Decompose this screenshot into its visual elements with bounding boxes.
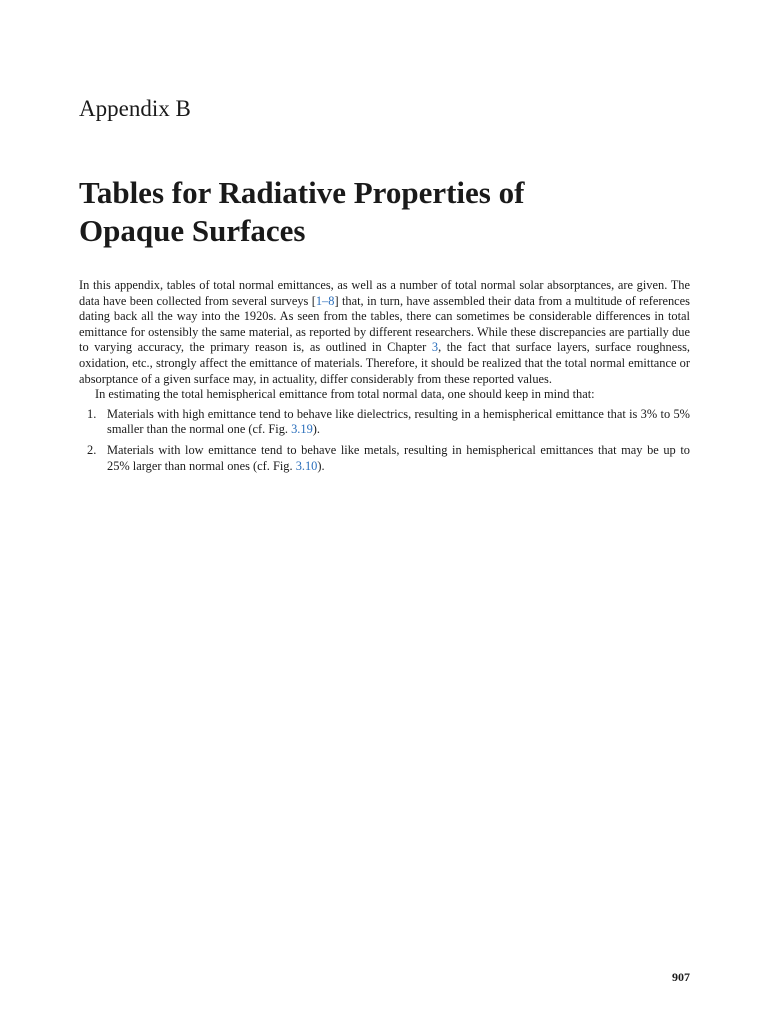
reference-link-1-8[interactable]: 1–8 (315, 293, 335, 308)
list-item (79, 443, 690, 474)
page-number: 907 (672, 970, 690, 984)
chapter-title-line-1: Tables for Radiative Properties of (79, 175, 525, 210)
list-item-text: Materials with low emittance tend to behave like metals, resulting in hemispherical emittances that may be up to 25% larger than normal ones (cf. Fig. (107, 442, 690, 473)
intro-paragraph (79, 278, 690, 387)
chapter-title (79, 174, 524, 250)
figure-3-19-link[interactable]: 3.19 (291, 422, 313, 437)
intro-text-part-2: ] that, in turn, have assembled their data from a multitude of references dating back all the way into the 1920s. As seen from the tables, there can sometimes be considerable differences in total emittance for ostensibly the same material, as reported by different researchers. While these discrepancies are partially due to varying accuracy, the primary reason is, as outlined in Chapter (79, 293, 691, 355)
chapter-title-line-2: Opaque Surfaces (79, 213, 306, 248)
intro-text-part-3: , the fact that surface layers, surface roughness, oxidation, etc., strongly affect the emittance of materials. Therefore, it should be realized that the total normal emittance or absorptance of a given surface may, in actuality, differ considerably from these reported values. (79, 340, 690, 386)
appendix-label: Appendix B (79, 96, 191, 121)
list-item-end: ). (312, 422, 321, 437)
body-text (79, 278, 690, 479)
chapter-3-link[interactable]: 3 (431, 340, 439, 355)
list-item-end: ). (317, 458, 325, 473)
emittance-notes-list (79, 407, 690, 474)
estimation-paragraph: In estimating the total hemispherical emittance from total normal data, one should keep in mind that: (95, 387, 595, 402)
list-item-number: 1. (87, 406, 97, 421)
list-item-text: Materials with high emittance tend to behave like dielectrics, resulting in a hemispherical emittance that is 3% to 5% smaller than the normal one (cf. Fig. (107, 406, 690, 437)
list-item (79, 407, 690, 438)
list-item-number: 2. (87, 442, 97, 457)
figure-3-10-link[interactable]: 3.10 (295, 458, 318, 473)
intro-text-part-1: In this appendix, tables of total normal emittances, as well as a number of total normal solar absorptances, are given. The data have been collected from several surveys [ (79, 278, 690, 308)
